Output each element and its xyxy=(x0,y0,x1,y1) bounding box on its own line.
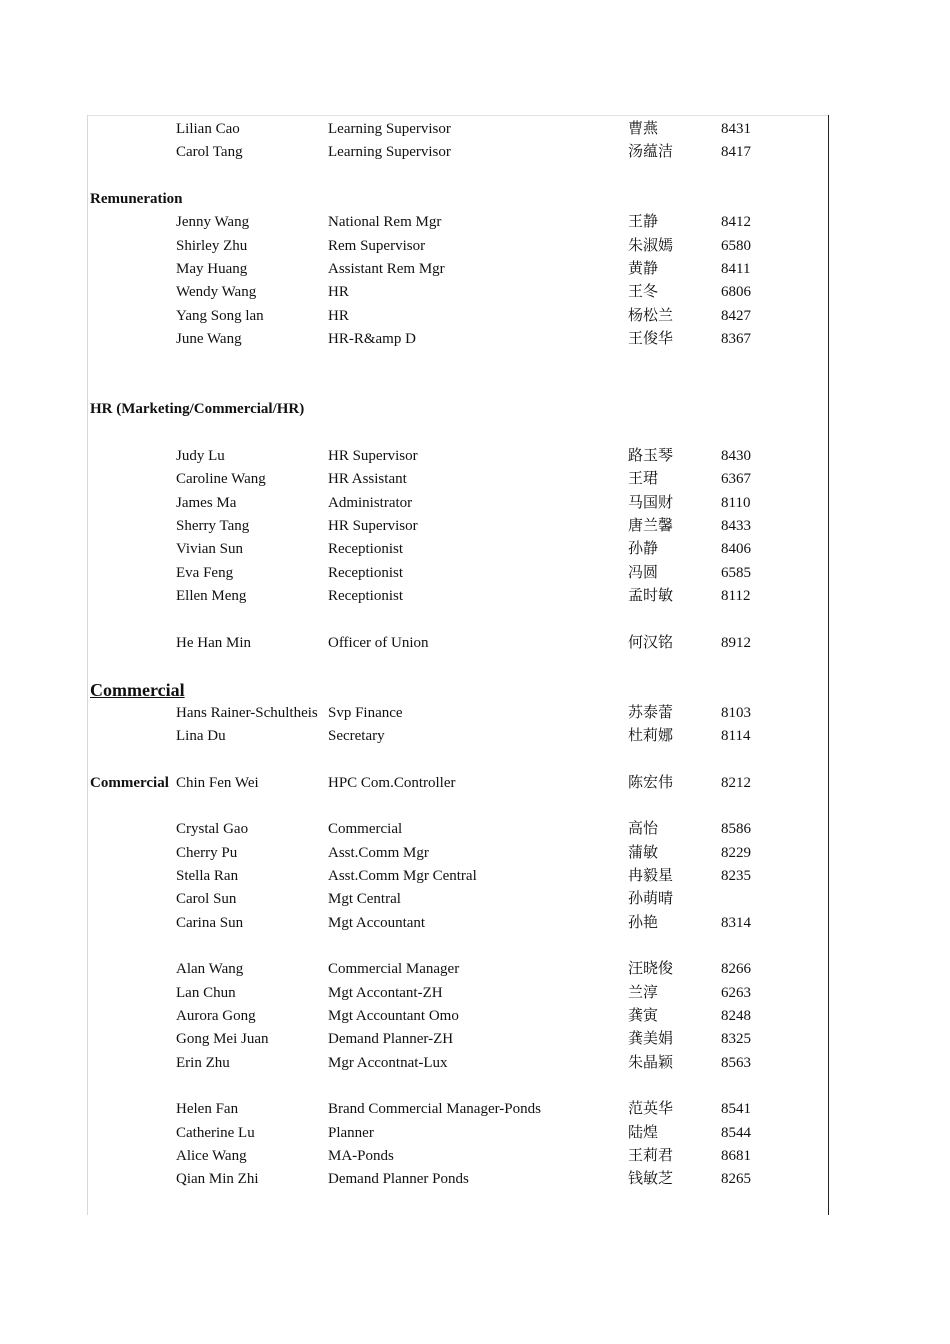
job-title: HR Supervisor xyxy=(328,517,418,534)
chinese-name: 高怡 xyxy=(628,821,659,838)
chinese-name: 汤蕴洁 xyxy=(628,144,674,161)
phone-extension: 6585 xyxy=(721,564,751,581)
blank-row xyxy=(90,748,826,771)
section-header-row xyxy=(90,188,826,211)
job-title: Demand Planner Ponds xyxy=(328,1171,469,1188)
job-title: Brand Commercial Manager-Ponds xyxy=(328,1101,541,1118)
chinese-name: 孙萌晴 xyxy=(628,891,674,908)
phone-extension: 8417 xyxy=(721,144,751,161)
table-row xyxy=(90,1005,826,1028)
phone-extension: 8912 xyxy=(721,634,751,651)
phone-extension: 8367 xyxy=(721,331,751,348)
job-title: Svp Finance xyxy=(328,704,403,721)
phone-extension: 8212 xyxy=(721,774,751,791)
chinese-name: 杨松兰 xyxy=(628,307,674,324)
department-title-row xyxy=(90,678,826,701)
job-title: HR-R&amp D xyxy=(328,331,416,348)
phone-extension: 6580 xyxy=(721,237,751,254)
job-title: Demand Planner-ZH xyxy=(328,1031,454,1048)
table-row xyxy=(90,818,826,841)
employee-name: Crystal Gao xyxy=(176,821,249,838)
table-row xyxy=(90,1145,826,1168)
blank-row xyxy=(90,655,826,678)
employee-name: Jenny Wang xyxy=(176,214,250,231)
job-title: Secretary xyxy=(328,727,385,744)
phone-extension: 8265 xyxy=(721,1171,751,1188)
table-row xyxy=(90,538,826,561)
table-row xyxy=(90,445,826,468)
phone-extension: 8431 xyxy=(721,121,751,137)
job-title: MA-Ponds xyxy=(328,1148,394,1165)
section-label: Remuneration xyxy=(90,191,183,208)
employee-name: Lilian Cao xyxy=(176,121,240,137)
job-title: HPC Com.Controller xyxy=(328,774,456,791)
job-title: Commercial xyxy=(328,821,403,838)
phone-extension: 8248 xyxy=(721,1008,751,1025)
phone-extension: 8430 xyxy=(721,447,751,464)
job-title: Mgt Accountant Omo xyxy=(328,1008,459,1025)
phone-extension: 8103 xyxy=(721,704,751,721)
phone-extension: 8314 xyxy=(721,914,751,931)
job-title: Receptionist xyxy=(328,541,403,558)
table-row xyxy=(90,632,826,655)
employee-name: Ellen Meng xyxy=(176,587,247,604)
section-header-row xyxy=(90,398,826,421)
job-title: National Rem Mgr xyxy=(328,214,442,231)
employee-name: Hans Rainer-Schultheis xyxy=(176,704,318,721)
chinese-name: 冉毅星 xyxy=(628,868,674,884)
table-row xyxy=(90,515,826,538)
table-row xyxy=(90,772,826,795)
employee-name: Qian Min Zhi xyxy=(176,1171,259,1188)
section-label: Commercial xyxy=(90,774,169,791)
employee-name: Alice Wang xyxy=(176,1148,247,1165)
staff-directory-table xyxy=(90,118,826,1192)
job-title: HR xyxy=(328,284,349,301)
employee-name: Yang Song lan xyxy=(176,307,264,324)
employee-name: Eva Feng xyxy=(176,564,234,581)
employee-name: Lan Chun xyxy=(176,984,236,1001)
sheet-right-border xyxy=(828,115,829,1215)
phone-extension: 8325 xyxy=(721,1031,751,1048)
chinese-name: 蒲敏 xyxy=(628,844,659,861)
job-title: Mgr Accontnat-Lux xyxy=(328,1054,448,1071)
phone-extension: 8412 xyxy=(721,214,751,231)
job-title: Assistant Rem Mgr xyxy=(328,261,445,278)
chinese-name: 唐兰馨 xyxy=(628,517,674,534)
blank-row xyxy=(90,1075,826,1098)
job-title: Asst.Comm Mgr xyxy=(328,844,429,861)
job-title: Rem Supervisor xyxy=(328,237,426,254)
phone-extension: 6367 xyxy=(721,471,751,488)
job-title: Administrator xyxy=(328,494,413,511)
job-title: HR Supervisor xyxy=(328,447,418,464)
phone-extension: 6263 xyxy=(721,984,751,1001)
phone-extension: 8406 xyxy=(721,541,751,558)
chinese-name: 龚寅 xyxy=(628,1008,659,1025)
chinese-name: 龚美娟 xyxy=(628,1031,674,1048)
job-title: Learning Supervisor xyxy=(328,121,451,137)
employee-name: Stella Ran xyxy=(176,868,239,884)
employee-name: Judy Lu xyxy=(176,447,225,464)
table-row xyxy=(90,585,826,608)
employee-name: James Ma xyxy=(176,494,237,511)
job-title: Mgt Accontant-ZH xyxy=(328,984,443,1001)
job-title: Officer of Union xyxy=(328,634,429,651)
table-row xyxy=(90,305,826,328)
chinese-name: 杜莉娜 xyxy=(628,727,674,744)
employee-name: Gong Mei Juan xyxy=(176,1031,269,1048)
job-title: Mgt Accountant xyxy=(328,914,426,931)
chinese-name: 汪晓俊 xyxy=(628,961,674,978)
chinese-name: 王俊华 xyxy=(628,331,674,348)
chinese-name: 陆煌 xyxy=(628,1124,659,1141)
employee-name: Alan Wang xyxy=(176,961,244,978)
chinese-name: 苏泰蕾 xyxy=(628,704,674,721)
employee-name: Carina Sun xyxy=(176,914,244,931)
chinese-name: 马国财 xyxy=(628,494,674,511)
sheet-top-border xyxy=(87,115,829,116)
table-row xyxy=(90,1122,826,1145)
blank-row xyxy=(90,935,826,958)
chinese-name: 王珺 xyxy=(628,471,659,488)
chinese-name: 曹燕 xyxy=(628,121,659,137)
blank-row xyxy=(90,421,826,444)
phone-extension: 8433 xyxy=(721,517,751,534)
job-title: Receptionist xyxy=(328,564,403,581)
table-row xyxy=(90,141,826,164)
job-title: Commercial Manager xyxy=(328,961,460,978)
table-row xyxy=(90,328,826,351)
blank-row xyxy=(90,795,826,818)
blank-row xyxy=(90,375,826,398)
employee-name: Cherry Pu xyxy=(176,844,238,861)
table-row xyxy=(90,1098,826,1121)
employee-name: May Huang xyxy=(176,261,248,278)
table-row xyxy=(90,468,826,491)
chinese-name: 黄静 xyxy=(628,261,659,278)
chinese-name: 朱晶颖 xyxy=(628,1054,674,1071)
employee-name: Shirley Zhu xyxy=(176,237,248,254)
employee-name: He Han Min xyxy=(176,634,251,651)
table-row xyxy=(90,958,826,981)
chinese-name: 范英华 xyxy=(628,1101,674,1118)
employee-name: Sherry Tang xyxy=(176,517,250,534)
table-row xyxy=(90,1028,826,1051)
chinese-name: 王冬 xyxy=(628,284,659,301)
phone-extension: 8586 xyxy=(721,821,751,838)
blank-row xyxy=(90,351,826,374)
sheet-left-border xyxy=(87,115,88,1215)
table-row xyxy=(90,1168,826,1191)
department-title: Commercial xyxy=(90,680,185,701)
phone-extension: 8229 xyxy=(721,844,751,861)
phone-extension: 8266 xyxy=(721,961,751,978)
employee-name: Aurora Gong xyxy=(176,1008,256,1025)
blank-row xyxy=(90,608,826,631)
phone-extension: 8411 xyxy=(721,261,751,278)
phone-extension: 8112 xyxy=(721,587,751,604)
table-row xyxy=(90,492,826,515)
phone-extension: 8427 xyxy=(721,307,751,324)
chinese-name: 钱敏芝 xyxy=(628,1171,674,1188)
blank-row xyxy=(90,165,826,188)
chinese-name: 路玉琴 xyxy=(628,447,674,464)
table-row xyxy=(90,562,826,585)
job-title: HR Assistant xyxy=(328,471,407,488)
phone-extension: 8235 xyxy=(721,868,751,884)
job-title: Planner xyxy=(328,1124,374,1141)
phone-extension: 8114 xyxy=(721,727,751,744)
employee-name: Vivian Sun xyxy=(176,541,244,558)
job-title: Receptionist xyxy=(328,587,403,604)
job-title: Asst.Comm Mgr Central xyxy=(328,868,477,884)
job-title: HR xyxy=(328,307,349,324)
table-row xyxy=(90,982,826,1005)
chinese-name: 陈宏伟 xyxy=(628,774,674,791)
chinese-name: 兰淳 xyxy=(628,984,659,1001)
employee-name: June Wang xyxy=(176,331,242,348)
employee-name: Carol Tang xyxy=(176,144,243,161)
phone-extension: 8110 xyxy=(721,494,751,511)
table-row xyxy=(90,888,826,911)
table-row xyxy=(90,281,826,304)
employee-name: Caroline Wang xyxy=(176,471,266,488)
employee-name: Chin Fen Wei xyxy=(176,774,259,791)
employee-name: Lina Du xyxy=(176,727,226,744)
table-row xyxy=(90,258,826,281)
job-title: Learning Supervisor xyxy=(328,144,451,161)
table-row xyxy=(90,1052,826,1075)
table-row xyxy=(90,842,826,865)
employee-name: Erin Zhu xyxy=(176,1054,230,1071)
chinese-name: 孙艳 xyxy=(628,914,659,931)
phone-extension: 6806 xyxy=(721,284,751,301)
employee-name: Carol Sun xyxy=(176,891,237,908)
table-row xyxy=(90,725,826,748)
chinese-name: 王莉君 xyxy=(628,1148,674,1165)
phone-extension: 8563 xyxy=(721,1054,751,1071)
table-row xyxy=(90,702,826,725)
chinese-name: 王静 xyxy=(628,214,659,231)
table-row xyxy=(90,211,826,234)
employee-name: Catherine Lu xyxy=(176,1124,255,1141)
chinese-name: 孙静 xyxy=(628,541,659,558)
chinese-name: 孟时敏 xyxy=(628,587,674,604)
phone-extension: 8681 xyxy=(721,1148,751,1165)
employee-name: Helen Fan xyxy=(176,1101,239,1118)
chinese-name: 何汉铭 xyxy=(628,634,674,651)
table-row xyxy=(90,865,826,888)
table-row xyxy=(90,118,826,141)
chinese-name: 朱淑嫣 xyxy=(628,237,674,254)
phone-extension: 8541 xyxy=(721,1101,751,1118)
table-row xyxy=(90,235,826,258)
chinese-name: 冯圆 xyxy=(628,564,659,581)
job-title: Mgt Central xyxy=(328,891,401,908)
section-label: HR (Marketing/Commercial/HR) xyxy=(90,401,305,418)
phone-extension: 8544 xyxy=(721,1124,751,1141)
employee-name: Wendy Wang xyxy=(176,284,257,301)
table-row xyxy=(90,912,826,935)
